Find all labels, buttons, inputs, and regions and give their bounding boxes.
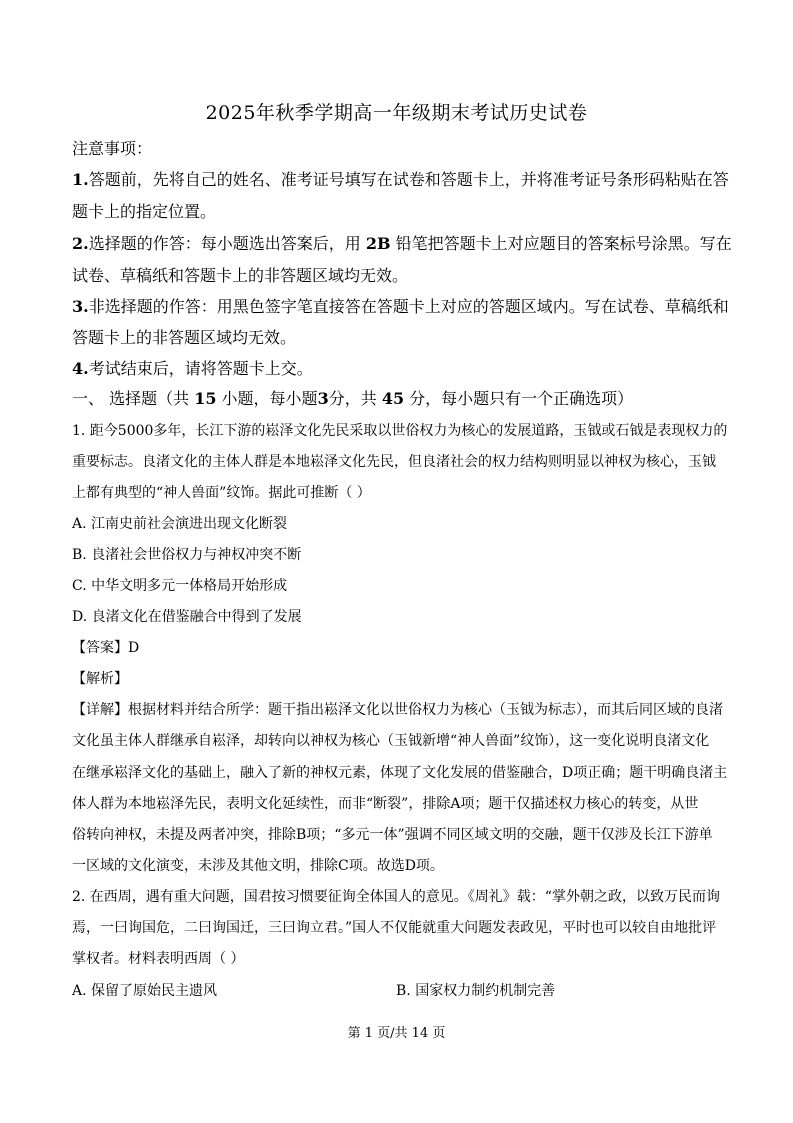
q1-detail-line-3: 在继承崧泽文化的基础上，融入了新的神权元素，体现了文化发展的借鉴融合，D项正确；题干明确良渚主 — [72, 765, 728, 781]
notice-3-number: 3. — [72, 297, 89, 316]
notice-4-number: 4. — [72, 359, 89, 378]
notice-2-text-b: 铅笔把答题卡上对应题目的答案标号涂黑。写在 — [395, 234, 732, 253]
section-text-4: 分，每小题只有一个正确选项） — [409, 389, 634, 408]
q2-stem-line-3: 掌权者。材料表明西周（ ） — [72, 951, 245, 967]
notice-heading: 注意事项： — [72, 139, 153, 158]
notice-3-line-1 — [72, 294, 732, 317]
q1-detail-line-6: 一区域的文化演变，未涉及其他文明，排除C项。故选D项。 — [72, 858, 444, 874]
notice-1-number: 1. — [72, 170, 89, 189]
q1-answer: 【答案】D — [72, 640, 140, 656]
q2-stem-line-2: 焉，一曰询国危，二曰询国迁，三曰询立君。”国人不仅能就重大问题发表政见，平时也可以较自由地批评 — [72, 920, 717, 936]
q1-detail-line-1: 【详解】根据材料并结合所学：题干指出崧泽文化以世俗权力为核心（玉钺为标志），而其后同区域的良渚 — [72, 702, 723, 718]
section-points-total: 45 — [381, 389, 405, 408]
section-text-1: 一、 选择题（共 — [72, 389, 190, 408]
notice-2-line-2: 试卷、草稿纸和答题卡上的非答题区域均无效。 — [72, 266, 409, 285]
section-text-2: 小题，每小题 — [221, 389, 318, 408]
notice-2-text-a: 选择题的作答：每小题选出答案后，用 — [88, 234, 361, 253]
page-footer: 第 1 页/共 14 页 — [347, 1026, 446, 1041]
q1-detail-line-5: 俗转向神权，未提及两者冲突，排除B项；“多元一体”强调不同区域文明的交融，题干仅涉及长江下游单 — [72, 827, 713, 843]
notice-4-text: 考试结束后，请将答题卡上交。 — [88, 359, 313, 378]
notice-2-line-1 — [72, 231, 732, 254]
q2-stem-line-1: 2. 在西周，遇有重大问题，国君按习惯要征询全体国人的意见。《周礼》载：“掌外朝之政，以致万民而询 — [72, 889, 720, 905]
notice-1-line-1 — [72, 167, 732, 190]
notice-2-pencil: 2B — [365, 234, 391, 253]
q1-option-d: D. 良渚文化在借鉴融合中得到了发展 — [72, 609, 302, 625]
notice-3-text: 非选择题的作答：用黑色签字笔直接答在答题卡上对应的答题区域内。写在试卷、草稿纸和 — [88, 297, 729, 316]
notice-3-line-2: 答题卡上的非答题区域均无效。 — [72, 328, 297, 347]
q1-option-b: B. 良渚社会世俗权力与神权冲突不断 — [72, 547, 302, 563]
exam-title: 2025年秋季学期高一年级期末考试历史试卷 — [205, 102, 588, 124]
notice-1-line-2: 题卡上的指定位置。 — [72, 202, 217, 221]
q1-detail-line-2: 文化虽主体人群继承自崧泽，却转向以神权为核心（玉钺新增“神人兽面”纹饰），这一变化说明良渚文化 — [72, 733, 710, 749]
q1-analysis-label: 【解析】 — [72, 671, 128, 687]
q1-option-c: C. 中华文明多元一体格局开始形成 — [72, 578, 288, 594]
q1-stem-line-3: 上都有典型的“神人兽面”纹饰。据此可推断（ ） — [72, 485, 371, 501]
q1-option-a: A. 江南史前社会演进出现文化断裂 — [72, 516, 288, 532]
q1-stem-line-1: 1. 距今5000多年，长江下游的崧泽文化先民采取以世俗权力为核心的发展道路，玉钺或石钺是表现权力的 — [72, 423, 728, 439]
q1-stem-line-2: 重要标志。良渚文化的主体人群是本地崧泽文化先民，但良渚社会的权力结构则明显以神权为核心，玉钺 — [72, 454, 716, 470]
section-heading — [72, 386, 732, 409]
section-points-each: 3 — [317, 389, 329, 408]
notice-2-number: 2. — [72, 234, 89, 253]
q1-detail-line-4: 体人群为本地崧泽先民，表明文化延续性，而非“断裂”，排除A项；题干仅描述权力核心的转变，从世 — [72, 796, 699, 812]
q2-option-b: B. 国家权力制约机制完善 — [396, 983, 556, 999]
notice-4-line-1 — [72, 356, 732, 379]
q2-option-a: A. 保留了原始民主遗风 — [72, 983, 218, 999]
section-text-3: 分，共 — [328, 389, 377, 408]
section-count: 15 — [194, 389, 217, 408]
notice-1-text: 答题前，先将自己的姓名、准考证号填写在试卷和答题卡上，并将准考证号条形码粘贴在答 — [88, 170, 729, 189]
